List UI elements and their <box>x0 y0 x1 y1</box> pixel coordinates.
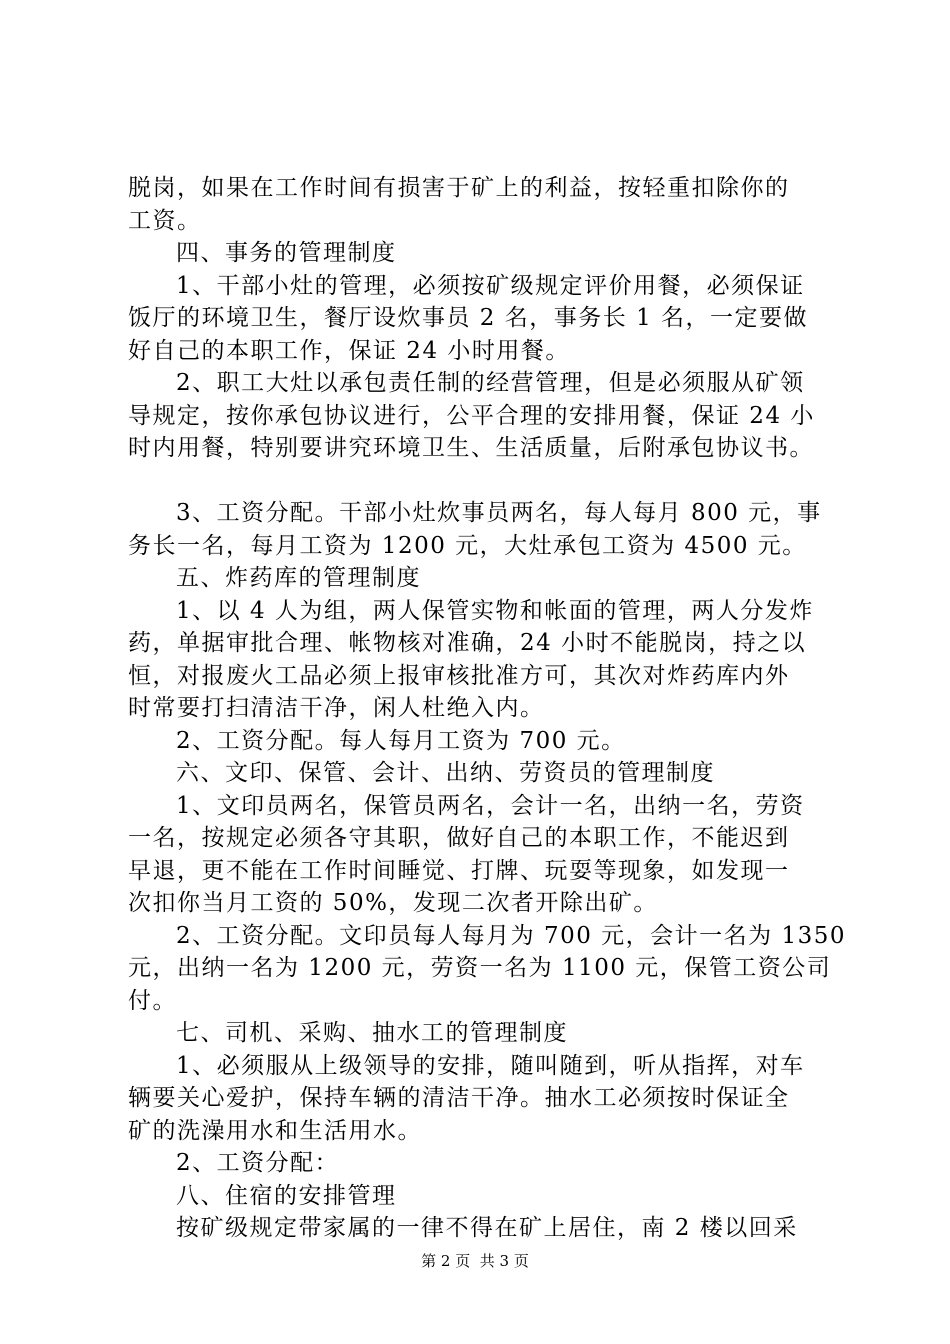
text-line: 3、工资分配。干部小灶炊事员两名，每人每月 800 元，事 <box>176 500 822 526</box>
text-line: 恒，对报废火工品必须上报审核批准方可，其次对炸药库内外 <box>128 662 790 689</box>
text-line: 1、干部小灶的管理，必须按矿级规定评价用餐，必须保证 <box>176 272 805 299</box>
text-line: 饭厅的环境卫生，餐厅设炊事员 2 名，事务长 1 名，一定要做 <box>128 305 809 331</box>
text-line: 一名，按规定必须各守其职，做好自己的本职工作，不能迟到 <box>128 825 790 851</box>
text-line: 时内用餐，特别要讲究环境卫生、生活质量，后附承包协议书。 <box>128 435 814 461</box>
text-line: 1、文印员两名，保管员两名，会计一名，出纳一名，劳资 <box>176 792 805 819</box>
text-line: 2、工资分配： <box>176 1150 340 1176</box>
text-line: 六、文印、保管、会计、出纳、劳资员的管理制度 <box>176 760 715 786</box>
text-line: 2、工资分配。文印员每人每月为 700 元，会计一名为 1350 <box>176 922 846 949</box>
text-line: 辆要关心爱护，保持车辆的清洁干净。抽水工必须按时保证全 <box>128 1085 790 1111</box>
text-line: 好自己的本职工作，保证 24 小时用餐。 <box>128 337 570 364</box>
blank-line <box>128 465 838 498</box>
text-line: 药，单据审批合理、帐物核对准确，24 小时不能脱岗，持之以 <box>128 630 807 656</box>
document-body <box>128 172 846 1245</box>
text-line: 脱岗，如果在工作时间有损害于矿上的利益，按轻重扣除你的 <box>128 175 790 201</box>
text-line: 八、住宿的安排管理 <box>176 1182 397 1209</box>
page-footer: 第 2 页 共 3 页 <box>421 1252 529 1270</box>
text-line: 按矿级规定带家属的一律不得在矿上居住，南 2 楼以回采 <box>176 1215 798 1241</box>
text-line: 元，出纳一名为 1200 元，劳资一名为 1100 元，保管工资公司 <box>128 955 832 981</box>
text-line: 2、职工大灶以承包责任制的经营管理，但是必须服从矿领 <box>176 370 805 396</box>
text-line: 付。 <box>128 987 177 1014</box>
text-line: 2、工资分配。每人每月工资为 700 元。 <box>176 727 626 754</box>
text-line: 早退，更不能在工作时间睡觉、打牌、玩耍等现象，如发现一 <box>128 857 790 884</box>
text-line: 工资。 <box>128 207 202 234</box>
text-line: 四、事务的管理制度 <box>176 240 397 266</box>
text-line: 导规定，按你承包协议进行，公平合理的安排用餐，保证 24 小 <box>128 402 815 429</box>
text-line: 1、以 4 人为组，两人保管实物和帐面的管理，两人分发炸 <box>176 597 814 624</box>
text-line: 务长一名，每月工资为 1200 元，大灶承包工资为 4500 元。 <box>128 532 807 559</box>
text-line: 时常要打扫清洁干净，闲人杜绝入内。 <box>128 695 545 721</box>
text-line: 矿的洗澡用水和生活用水。 <box>128 1117 422 1144</box>
text-line: 七、司机、采购、抽水工的管理制度 <box>176 1020 568 1046</box>
text-line: 次扣你当月工资的 50%，发现二次者开除出矿。 <box>128 890 658 916</box>
text-line: 1、必须服从上级领导的安排，随叫随到，听从指挥，对车 <box>176 1052 805 1079</box>
text-line: 五、炸药库的管理制度 <box>176 565 421 591</box>
